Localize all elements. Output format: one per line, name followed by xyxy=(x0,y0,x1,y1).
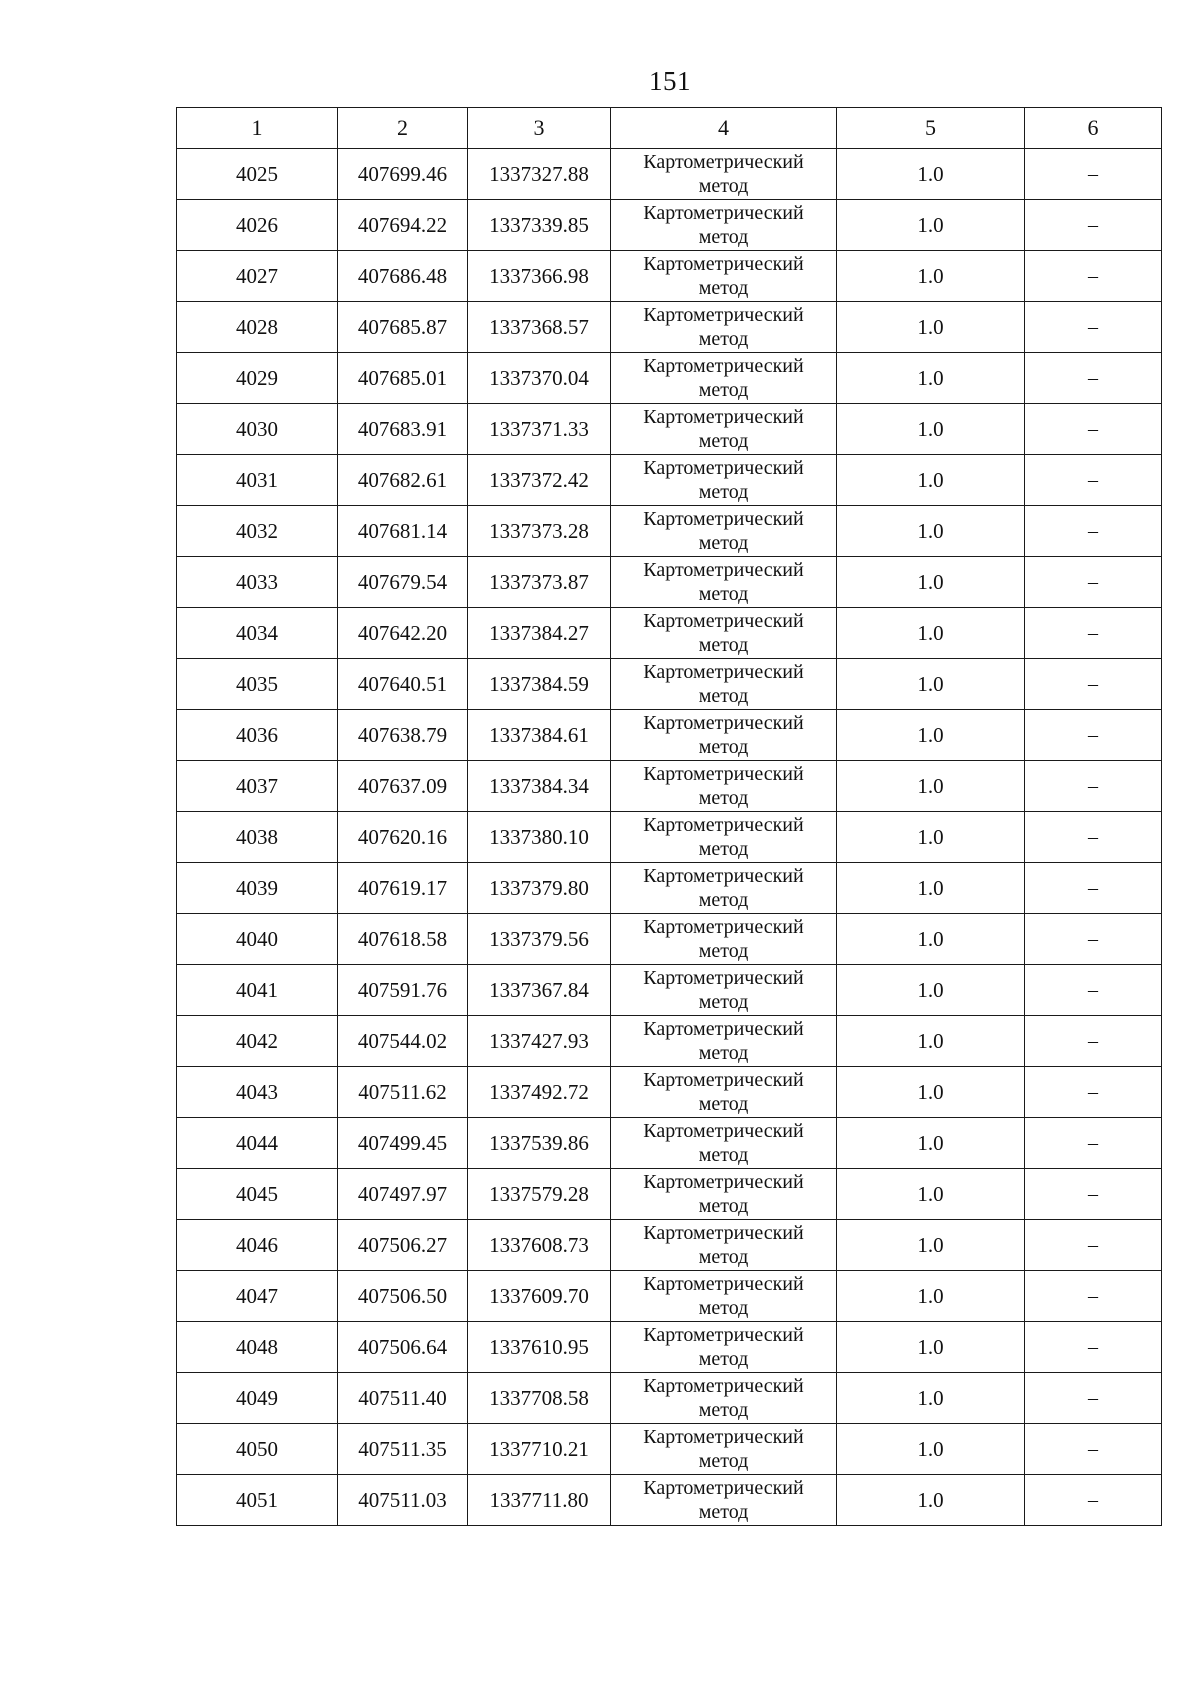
method-line-2: метод xyxy=(698,787,749,809)
method-line-1: Картометрический xyxy=(643,202,804,224)
point-number-cell: 4051 xyxy=(177,1475,338,1526)
y-coordinate-cell: 1337373.28 xyxy=(468,506,611,557)
x-coordinate-cell: 407683.91 xyxy=(338,404,468,455)
note-cell: – xyxy=(1025,1067,1162,1118)
method-line-1: Картометрический xyxy=(643,1222,804,1244)
y-coordinate-cell: 1337380.10 xyxy=(468,812,611,863)
y-coordinate-cell: 1337379.56 xyxy=(468,914,611,965)
note-cell: – xyxy=(1025,608,1162,659)
method-cell xyxy=(611,1373,837,1424)
x-coordinate-cell: 407499.45 xyxy=(338,1118,468,1169)
method-line-1: Картометрический xyxy=(643,610,804,632)
method-cell xyxy=(611,1322,837,1373)
y-coordinate-cell: 1337610.95 xyxy=(468,1322,611,1373)
x-coordinate-cell: 407682.61 xyxy=(338,455,468,506)
x-coordinate-cell: 407511.40 xyxy=(338,1373,468,1424)
note-cell: – xyxy=(1025,302,1162,353)
method-line-1: Картометрический xyxy=(643,457,804,479)
x-coordinate-cell: 407681.14 xyxy=(338,506,468,557)
method-line-2: метод xyxy=(698,226,749,248)
y-coordinate-cell: 1337384.27 xyxy=(468,608,611,659)
column-header-4: 4 xyxy=(611,108,837,149)
method-line-1: Картометрический xyxy=(643,661,804,683)
point-number-cell: 4039 xyxy=(177,863,338,914)
method-cell xyxy=(611,455,837,506)
y-coordinate-cell: 1337339.85 xyxy=(468,200,611,251)
table-row xyxy=(177,557,1162,608)
note-cell: – xyxy=(1025,914,1162,965)
method-line-1: Картометрический xyxy=(643,967,804,989)
y-coordinate-cell: 1337539.86 xyxy=(468,1118,611,1169)
accuracy-cell: 1.0 xyxy=(837,812,1025,863)
method-line-1: Картометрический xyxy=(643,508,804,530)
method-line-1: Картометрический xyxy=(643,253,804,275)
method-line-1: Картометрический xyxy=(643,1120,804,1142)
method-line-2: метод xyxy=(698,1246,749,1268)
note-cell: – xyxy=(1025,965,1162,1016)
y-coordinate-cell: 1337384.61 xyxy=(468,710,611,761)
point-number-cell: 4047 xyxy=(177,1271,338,1322)
table-row xyxy=(177,1067,1162,1118)
accuracy-cell: 1.0 xyxy=(837,200,1025,251)
method-line-2: метод xyxy=(698,838,749,860)
note-cell: – xyxy=(1025,1424,1162,1475)
note-cell: – xyxy=(1025,557,1162,608)
accuracy-cell: 1.0 xyxy=(837,1118,1025,1169)
method-line-1: Картометрический xyxy=(643,916,804,938)
point-number-cell: 4045 xyxy=(177,1169,338,1220)
x-coordinate-cell: 407506.64 xyxy=(338,1322,468,1373)
table-row xyxy=(177,608,1162,659)
y-coordinate-cell: 1337327.88 xyxy=(468,149,611,200)
method-line-2: метод xyxy=(698,430,749,452)
method-line-2: метод xyxy=(698,1195,749,1217)
y-coordinate-cell: 1337579.28 xyxy=(468,1169,611,1220)
method-cell xyxy=(611,1271,837,1322)
method-cell xyxy=(611,1475,837,1526)
y-coordinate-cell: 1337379.80 xyxy=(468,863,611,914)
note-cell: – xyxy=(1025,353,1162,404)
method-line-2: метод xyxy=(698,379,749,401)
x-coordinate-cell: 407640.51 xyxy=(338,659,468,710)
table-row xyxy=(177,659,1162,710)
x-coordinate-cell: 407699.46 xyxy=(338,149,468,200)
method-line-2: метод xyxy=(698,1501,749,1523)
table-row xyxy=(177,251,1162,302)
y-coordinate-cell: 1337710.21 xyxy=(468,1424,611,1475)
method-line-2: метод xyxy=(698,481,749,503)
accuracy-cell: 1.0 xyxy=(837,404,1025,455)
method-line-1: Картометрический xyxy=(643,151,804,173)
column-header-2: 2 xyxy=(338,108,468,149)
method-line-1: Картометрический xyxy=(643,1426,804,1448)
point-number-cell: 4041 xyxy=(177,965,338,1016)
table-row xyxy=(177,914,1162,965)
accuracy-cell: 1.0 xyxy=(837,251,1025,302)
table-row xyxy=(177,761,1162,812)
table-row xyxy=(177,200,1162,251)
method-cell xyxy=(611,659,837,710)
accuracy-cell: 1.0 xyxy=(837,914,1025,965)
point-number-cell: 4040 xyxy=(177,914,338,965)
x-coordinate-cell: 407497.97 xyxy=(338,1169,468,1220)
y-coordinate-cell: 1337368.57 xyxy=(468,302,611,353)
method-line-2: метод xyxy=(698,1348,749,1370)
accuracy-cell: 1.0 xyxy=(837,1475,1025,1526)
method-line-1: Картометрический xyxy=(643,712,804,734)
method-line-1: Картометрический xyxy=(643,1375,804,1397)
method-line-1: Картометрический xyxy=(643,763,804,785)
accuracy-cell: 1.0 xyxy=(837,761,1025,812)
x-coordinate-cell: 407511.03 xyxy=(338,1475,468,1526)
column-header-3: 3 xyxy=(468,108,611,149)
method-line-1: Картометрический xyxy=(643,1324,804,1346)
method-line-1: Картометрический xyxy=(643,814,804,836)
note-cell: – xyxy=(1025,200,1162,251)
note-cell: – xyxy=(1025,812,1162,863)
method-cell xyxy=(611,557,837,608)
point-number-cell: 4048 xyxy=(177,1322,338,1373)
point-number-cell: 4037 xyxy=(177,761,338,812)
point-number-cell: 4036 xyxy=(177,710,338,761)
table-row xyxy=(177,1475,1162,1526)
y-coordinate-cell: 1337384.34 xyxy=(468,761,611,812)
method-cell xyxy=(611,1016,837,1067)
accuracy-cell: 1.0 xyxy=(837,506,1025,557)
note-cell: – xyxy=(1025,1271,1162,1322)
note-cell: – xyxy=(1025,659,1162,710)
point-number-cell: 4030 xyxy=(177,404,338,455)
accuracy-cell: 1.0 xyxy=(837,1016,1025,1067)
note-cell: – xyxy=(1025,1322,1162,1373)
y-coordinate-cell: 1337608.73 xyxy=(468,1220,611,1271)
method-line-1: Картометрический xyxy=(643,406,804,428)
method-line-2: метод xyxy=(698,1297,749,1319)
x-coordinate-cell: 407506.50 xyxy=(338,1271,468,1322)
table-row xyxy=(177,1322,1162,1373)
method-line-1: Картометрический xyxy=(643,355,804,377)
table-row xyxy=(177,1373,1162,1424)
method-cell xyxy=(611,965,837,1016)
x-coordinate-cell: 407642.20 xyxy=(338,608,468,659)
table-body xyxy=(177,149,1162,1526)
x-coordinate-cell: 407591.76 xyxy=(338,965,468,1016)
method-cell xyxy=(611,1118,837,1169)
point-number-cell: 4049 xyxy=(177,1373,338,1424)
method-line-2: метод xyxy=(698,940,749,962)
accuracy-cell: 1.0 xyxy=(837,1169,1025,1220)
table-row xyxy=(177,1169,1162,1220)
table-row xyxy=(177,404,1162,455)
accuracy-cell: 1.0 xyxy=(837,1271,1025,1322)
method-cell xyxy=(611,812,837,863)
point-number-cell: 4043 xyxy=(177,1067,338,1118)
method-line-2: метод xyxy=(698,991,749,1013)
x-coordinate-cell: 407511.35 xyxy=(338,1424,468,1475)
note-cell: – xyxy=(1025,1118,1162,1169)
accuracy-cell: 1.0 xyxy=(837,659,1025,710)
method-line-2: метод xyxy=(698,1144,749,1166)
method-line-2: метод xyxy=(698,685,749,707)
accuracy-cell: 1.0 xyxy=(837,710,1025,761)
method-line-2: метод xyxy=(698,889,749,911)
note-cell: – xyxy=(1025,761,1162,812)
note-cell: – xyxy=(1025,863,1162,914)
method-cell xyxy=(611,200,837,251)
accuracy-cell: 1.0 xyxy=(837,1322,1025,1373)
point-number-cell: 4032 xyxy=(177,506,338,557)
y-coordinate-cell: 1337367.84 xyxy=(468,965,611,1016)
method-cell xyxy=(611,710,837,761)
note-cell: – xyxy=(1025,1373,1162,1424)
x-coordinate-cell: 407637.09 xyxy=(338,761,468,812)
y-coordinate-cell: 1337373.87 xyxy=(468,557,611,608)
note-cell: – xyxy=(1025,1220,1162,1271)
x-coordinate-cell: 407618.58 xyxy=(338,914,468,965)
method-cell xyxy=(611,761,837,812)
note-cell: – xyxy=(1025,506,1162,557)
method-cell xyxy=(611,863,837,914)
point-number-cell: 4042 xyxy=(177,1016,338,1067)
note-cell: – xyxy=(1025,710,1162,761)
table-row xyxy=(177,1220,1162,1271)
y-coordinate-cell: 1337708.58 xyxy=(468,1373,611,1424)
y-coordinate-cell: 1337371.33 xyxy=(468,404,611,455)
y-coordinate-cell: 1337384.59 xyxy=(468,659,611,710)
table-row xyxy=(177,812,1162,863)
method-line-2: метод xyxy=(698,277,749,299)
method-line-2: метод xyxy=(698,328,749,350)
y-coordinate-cell: 1337427.93 xyxy=(468,1016,611,1067)
table-row xyxy=(177,1424,1162,1475)
accuracy-cell: 1.0 xyxy=(837,302,1025,353)
table-row xyxy=(177,863,1162,914)
point-number-cell: 4038 xyxy=(177,812,338,863)
method-cell xyxy=(611,608,837,659)
accuracy-cell: 1.0 xyxy=(837,1373,1025,1424)
point-number-cell: 4046 xyxy=(177,1220,338,1271)
point-number-cell: 4027 xyxy=(177,251,338,302)
method-cell xyxy=(611,1424,837,1475)
method-cell xyxy=(611,251,837,302)
accuracy-cell: 1.0 xyxy=(837,149,1025,200)
accuracy-cell: 1.0 xyxy=(837,965,1025,1016)
y-coordinate-cell: 1337711.80 xyxy=(468,1475,611,1526)
method-line-1: Картометрический xyxy=(643,1273,804,1295)
note-cell: – xyxy=(1025,1169,1162,1220)
table-row xyxy=(177,965,1162,1016)
note-cell: – xyxy=(1025,149,1162,200)
method-cell xyxy=(611,149,837,200)
method-line-2: метод xyxy=(698,1042,749,1064)
method-line-2: метод xyxy=(698,736,749,758)
table-row xyxy=(177,302,1162,353)
y-coordinate-cell: 1337372.42 xyxy=(468,455,611,506)
table-row xyxy=(177,1271,1162,1322)
method-line-2: метод xyxy=(698,175,749,197)
accuracy-cell: 1.0 xyxy=(837,455,1025,506)
point-number-cell: 4050 xyxy=(177,1424,338,1475)
x-coordinate-cell: 407638.79 xyxy=(338,710,468,761)
point-number-cell: 4026 xyxy=(177,200,338,251)
point-number-cell: 4028 xyxy=(177,302,338,353)
note-cell: – xyxy=(1025,251,1162,302)
x-coordinate-cell: 407544.02 xyxy=(338,1016,468,1067)
method-line-2: метод xyxy=(698,1450,749,1472)
accuracy-cell: 1.0 xyxy=(837,557,1025,608)
method-cell xyxy=(611,302,837,353)
x-coordinate-cell: 407511.62 xyxy=(338,1067,468,1118)
note-cell: – xyxy=(1025,455,1162,506)
note-cell: – xyxy=(1025,1475,1162,1526)
method-line-2: метод xyxy=(698,1093,749,1115)
accuracy-cell: 1.0 xyxy=(837,1067,1025,1118)
point-number-cell: 4044 xyxy=(177,1118,338,1169)
method-cell xyxy=(611,1169,837,1220)
table-row xyxy=(177,1118,1162,1169)
method-line-2: метод xyxy=(698,583,749,605)
column-header-5: 5 xyxy=(837,108,1025,149)
accuracy-cell: 1.0 xyxy=(837,1424,1025,1475)
method-cell xyxy=(611,506,837,557)
accuracy-cell: 1.0 xyxy=(837,608,1025,659)
x-coordinate-cell: 407620.16 xyxy=(338,812,468,863)
method-line-1: Картометрический xyxy=(643,559,804,581)
y-coordinate-cell: 1337366.98 xyxy=(468,251,611,302)
column-header-6: 6 xyxy=(1025,108,1162,149)
table-row xyxy=(177,149,1162,200)
method-line-1: Картометрический xyxy=(643,1477,804,1499)
column-header-1: 1 xyxy=(177,108,338,149)
method-line-1: Картометрический xyxy=(643,865,804,887)
x-coordinate-cell: 407506.27 xyxy=(338,1220,468,1271)
table-row xyxy=(177,1016,1162,1067)
y-coordinate-cell: 1337609.70 xyxy=(468,1271,611,1322)
method-cell xyxy=(611,353,837,404)
accuracy-cell: 1.0 xyxy=(837,1220,1025,1271)
method-cell xyxy=(611,404,837,455)
x-coordinate-cell: 407619.17 xyxy=(338,863,468,914)
point-number-cell: 4034 xyxy=(177,608,338,659)
coordinates-table xyxy=(176,107,1162,1526)
method-line-2: метод xyxy=(698,1399,749,1421)
table-row xyxy=(177,710,1162,761)
point-number-cell: 4035 xyxy=(177,659,338,710)
method-cell xyxy=(611,1067,837,1118)
x-coordinate-cell: 407685.01 xyxy=(338,353,468,404)
table-row xyxy=(177,353,1162,404)
x-coordinate-cell: 407694.22 xyxy=(338,200,468,251)
method-line-1: Картометрический xyxy=(643,1069,804,1091)
point-number-cell: 4031 xyxy=(177,455,338,506)
note-cell: – xyxy=(1025,404,1162,455)
accuracy-cell: 1.0 xyxy=(837,863,1025,914)
method-line-2: метод xyxy=(698,532,749,554)
x-coordinate-cell: 407685.87 xyxy=(338,302,468,353)
table-row xyxy=(177,506,1162,557)
table-header-row xyxy=(177,108,1162,149)
point-number-cell: 4025 xyxy=(177,149,338,200)
point-number-cell: 4033 xyxy=(177,557,338,608)
note-cell: – xyxy=(1025,1016,1162,1067)
method-cell xyxy=(611,1220,837,1271)
point-number-cell: 4029 xyxy=(177,353,338,404)
method-line-2: метод xyxy=(698,634,749,656)
method-line-1: Картометрический xyxy=(643,304,804,326)
y-coordinate-cell: 1337370.04 xyxy=(468,353,611,404)
x-coordinate-cell: 407679.54 xyxy=(338,557,468,608)
method-line-1: Картометрический xyxy=(643,1171,804,1193)
page-number: 151 xyxy=(649,66,691,96)
accuracy-cell: 1.0 xyxy=(837,353,1025,404)
method-cell xyxy=(611,914,837,965)
method-line-1: Картометрический xyxy=(643,1018,804,1040)
x-coordinate-cell: 407686.48 xyxy=(338,251,468,302)
y-coordinate-cell: 1337492.72 xyxy=(468,1067,611,1118)
table-row xyxy=(177,455,1162,506)
